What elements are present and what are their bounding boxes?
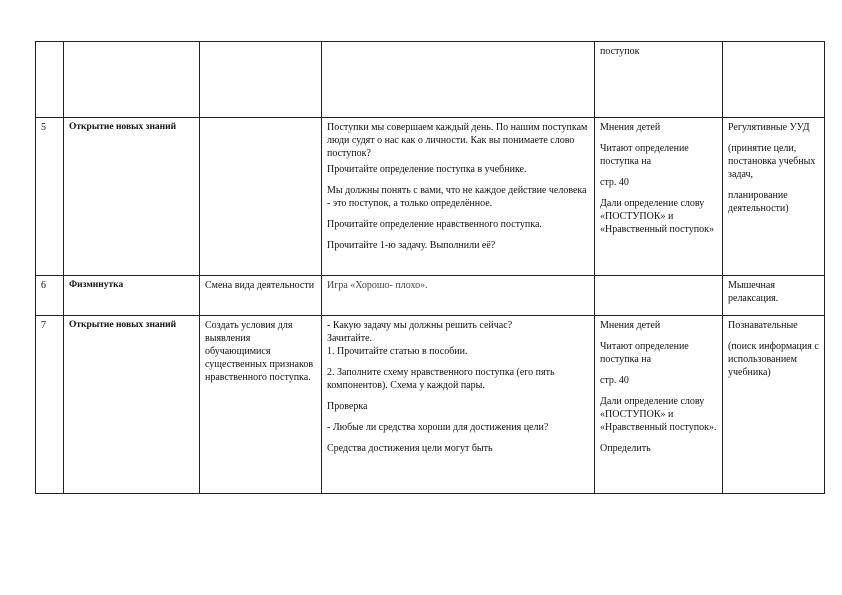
- table-row: [36, 316, 825, 494]
- uud-text: (поиск информация с использованием учебника): [728, 341, 819, 378]
- student-activity-text: Читают определение поступка на: [600, 341, 689, 365]
- teacher-text: Прочитайте 1-ю задачу. Выполнили её?: [327, 240, 496, 251]
- student-activity-text: поступок: [600, 46, 640, 57]
- student-activity-text: Мнения детей: [600, 122, 661, 133]
- teacher-activity-cell: Игра «Хорошо- плохо».: [322, 276, 595, 316]
- teacher-text: Зачитайте.: [327, 333, 373, 344]
- student-activity-text: Дали определение слову «ПОСТУПОК» и «Нравственный поступок»: [600, 198, 714, 235]
- table-row: [36, 276, 825, 316]
- teacher-text: Прочитайте определение поступка в учебнике.: [327, 164, 527, 175]
- uud-cell: Мышечная релаксация.: [723, 276, 825, 316]
- uud-text: Регулятивные УУД: [728, 122, 810, 133]
- uud-cell: [723, 42, 825, 118]
- student-activity-text: Мнения детей: [600, 320, 661, 331]
- student-activity-text: Дали определение слову «ПОСТУПОК» и «Нравственный поступок».: [600, 396, 717, 433]
- teacher-activity-cell: [322, 118, 595, 276]
- lesson-plan-table-container: [35, 41, 824, 494]
- teacher-text: - Любые ли средства хороши для достижения цели?: [327, 422, 549, 433]
- goal-cell: Смена вида деятельности: [200, 276, 322, 316]
- row-number-cell: 7: [36, 316, 64, 494]
- teacher-activity-cell: [322, 42, 595, 118]
- student-activity-text: стр. 40: [600, 375, 629, 386]
- student-activity-text: Читают определение поступка на: [600, 143, 689, 167]
- teacher-text: 2. Заполните схему нравственного поступка (его пять компонентов). Схема у каждой пары.: [327, 367, 555, 391]
- uud-cell: [723, 316, 825, 494]
- table-row: [36, 42, 825, 118]
- table-row: [36, 118, 825, 276]
- teacher-text: Мы должны понять с вами, что не каждое действие человека - это поступок, а только определённое.: [327, 185, 587, 209]
- teacher-text: - Какую задачу мы должны решить сейчас?: [327, 320, 513, 331]
- student-activity-cell: [595, 316, 723, 494]
- stage-cell: Открытие новых знаний: [64, 118, 200, 276]
- row-number-cell: [36, 42, 64, 118]
- teacher-activity-cell: [322, 316, 595, 494]
- student-activity-cell: [595, 42, 723, 118]
- teacher-text: Проверка: [327, 401, 368, 412]
- student-activity-cell: [595, 276, 723, 316]
- lesson-plan-table: [35, 41, 825, 494]
- teacher-text: Прочитайте определение нравственного поступка.: [327, 219, 542, 230]
- goal-cell: [200, 42, 322, 118]
- student-activity-text: стр. 40: [600, 177, 629, 188]
- student-activity-text: Определить: [600, 443, 651, 454]
- row-number-cell: 6: [36, 276, 64, 316]
- uud-text: планирование деятельности): [728, 190, 789, 214]
- goal-cell: [200, 118, 322, 276]
- goal-cell: Создать условия для выявления обучающимися существенных признаков нравственного поступка.: [200, 316, 322, 494]
- row-number-cell: 5: [36, 118, 64, 276]
- student-activity-cell: [595, 118, 723, 276]
- uud-text: Познавательные: [728, 320, 798, 331]
- uud-text: (принятие цели, постановка учебных задач,: [728, 143, 816, 180]
- teacher-text: Поступки мы совершаем каждый день. По нашим поступкам люди судят о нас как о личности. Как вы понимаете слово поступок?: [327, 122, 588, 159]
- stage-cell: [64, 42, 200, 118]
- teacher-text: Средства достижения цели могут быть: [327, 443, 493, 454]
- stage-cell: Открытие новых знаний: [64, 316, 200, 494]
- stage-cell: Физминутка: [64, 276, 200, 316]
- uud-cell: [723, 118, 825, 276]
- teacher-text: 1. Прочитайте статью в пособии.: [327, 346, 468, 357]
